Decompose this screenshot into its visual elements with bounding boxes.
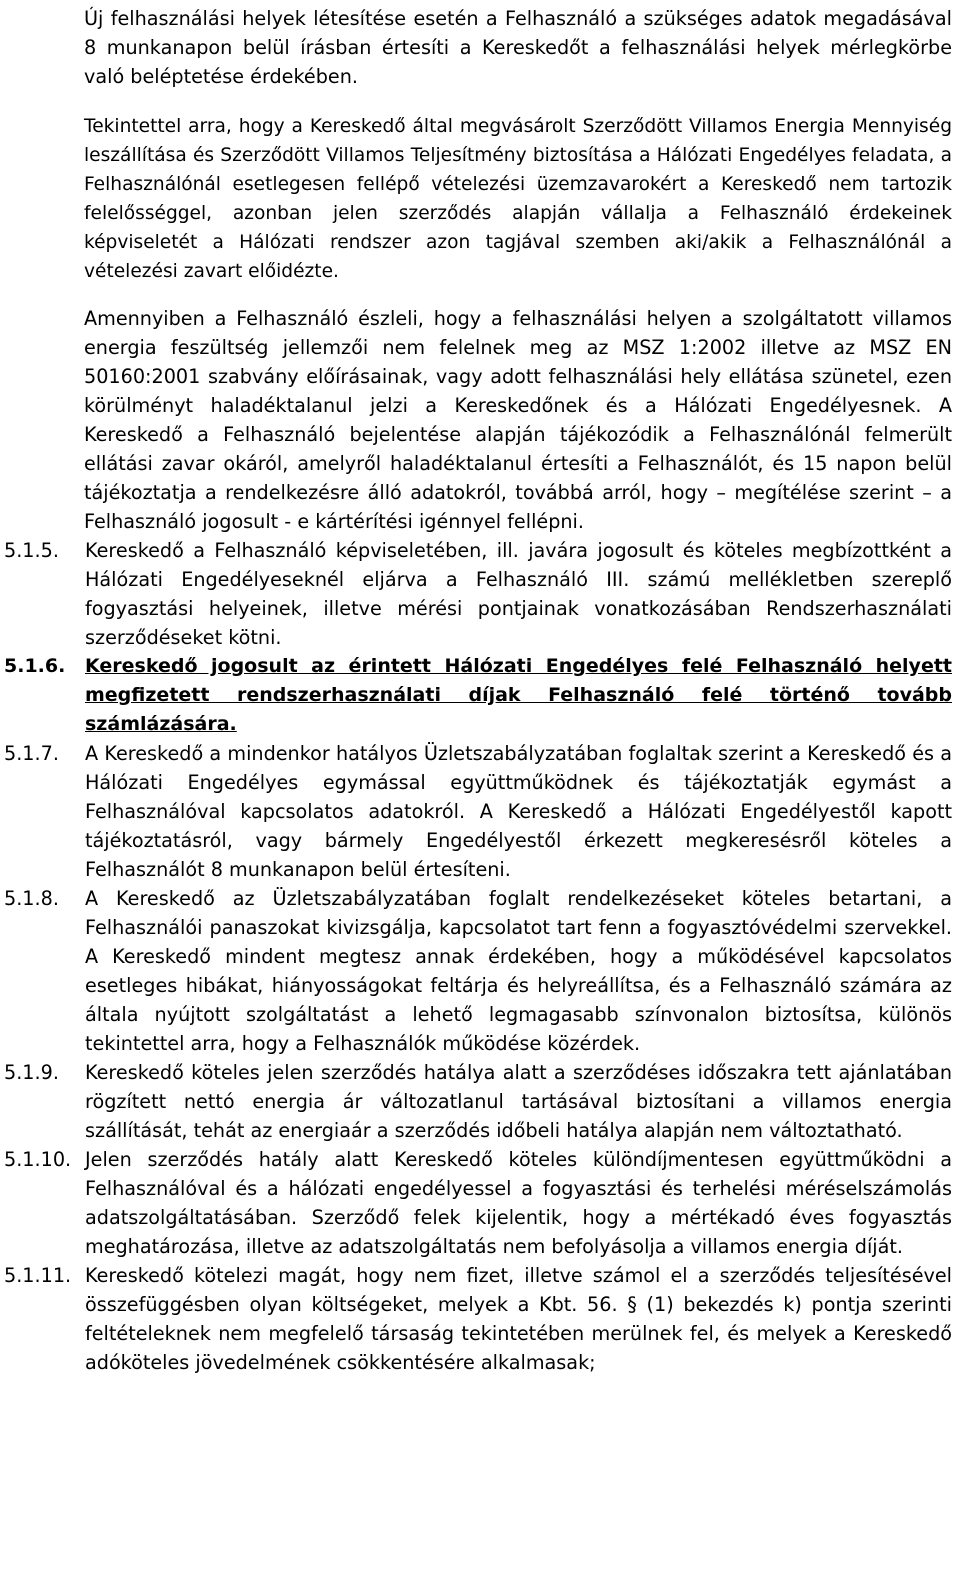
clause-5-1-10 <box>4 1145 952 1261</box>
clause-5-1-7 <box>4 739 952 884</box>
clause-number: 5.1.5. <box>4 539 59 562</box>
clause-number: 5.1.7. <box>4 742 59 765</box>
clause-number: 5.1.6. <box>4 655 66 677</box>
clause-5-1-11 <box>4 1261 952 1377</box>
paragraph-outage-liability: Tekintettel arra, hogy a Kereskedő által megvásárolt Szerződött Villamos Energia Mennyiség leszállítása és Szerződött Villamos Teljesítmény biztosítása a Hálózati Engedélyes feladata, a Felhasználónál esetlegesen fellépő vételezési üzemzavarokért a Kereskedő nem tartozik felelősséggel, azonban jelen szerződés alapján vállalja a Felhasználó érdekeinek képviseletét a Hálózati rendszer azon tagjával szemben aki/akik a Felhasználónál a vételezési zavart előidézte. <box>84 116 952 282</box>
clause-5-1-5 <box>4 536 952 652</box>
clause-number: 5.1.9. <box>4 1061 59 1084</box>
clause-5-1-6 <box>4 652 952 739</box>
clause-number: 5.1.11. <box>4 1264 72 1287</box>
clause-number: 5.1.10. <box>4 1148 72 1171</box>
clause-text: Kereskedő a Felhasználó képviseletében, ill. javára jogosult és köteles megbízottként a Hálózati Engedélyeseknél eljárva a Felhasználó III. számú mellékletben szereplő fogyasztási helyeinek, illetve mérési pontjainak vonatkozásában Rendszerhasználati szerződéseket kötni. <box>85 539 952 649</box>
clause-text: A Kereskedő a mindenkor hatályos Üzletszabályzatában foglaltak szerint a Kereskedő és a Hálózati Engedélyes egymással együttműködnek és tájékoztatják egymást a Felhasználóval kapcsolatos adatokról. A Kereskedő a Hálózati Engedélyestől kapott tájékoztatásról, vagy bármely Engedélyestől érkezett megkeresésről köteles a Felhasználót 8 munkanapon belül értesíteni. <box>85 742 952 881</box>
clause-number: 5.1.8. <box>4 887 59 910</box>
clause-text: Jelen szerződés hatály alatt Kereskedő köteles különdíjmentesen együttműködni a Felhasználóval és a hálózati engedélyessel a fogyasztási és terhelési méréselszámolás adatszolgáltatásában. Szerződő felek kijelentik, hogy a mértékadó éves fogyasztás meghatározása, illetve az adatszolgáltatás nem befolyásolja a villamos energia díját. <box>85 1148 952 1258</box>
clause-text: A Kereskedő az Üzletszabályzatában foglalt rendelkezéseket köteles betartani, a Felhasználói panaszokat kivizsgálja, kapcsolatot tart fenn a fogyasztóvédelmi szervekkel. A Kereskedő mindent megtesz annak érdekében, hogy a működésével kapcsolatos esetleges hibákat, hiányosságokat feltárja és helyreállítsa, és a Felhasználó számára az általa nyújtott szolgáltatást a lehető legmagasabb színvonalon biztosítsa, különös tekintettel arra, hogy a Felhasználók működése közérdek. <box>85 887 952 1055</box>
clause-text: Kereskedő jogosult az érintett Hálózati Engedélyes felé Felhasználó helyett megfizetett rendszerhasználati díjak Felhasználó felé történő tovább számlázására. <box>85 655 952 735</box>
clause-5-1-9 <box>4 1058 952 1145</box>
paragraph-new-consumption-sites: Új felhasználási helyek létesítése esetén a Felhasználó a szükséges adatok megadásával 8 munkanapon belül írásban értesíti a Kereskedőt a felhasználási helyek mérlegkörbe való beléptetése érdekében. <box>84 7 952 88</box>
clause-5-1-8 <box>4 884 952 1058</box>
clause-text: Kereskedő kötelezi magát, hogy nem fizet, illetve számol el a szerződés teljesítésével összefüggésben olyan költségeket, melyek a Kbt. 56. § (1) bekezdés k) pontja szerinti feltételeknek nem megfelelő társaság tekintetében merülnek fel, és melyek a Kereskedő adóköteles jövedelmének csökkentésére alkalmasak; <box>85 1264 952 1374</box>
clause-text: Kereskedő köteles jelen szerződés hatálya alatt a szerződéses időszakra tett ajánlatában rögzített nettó energia ár változatlanul tartásával biztosítani a villamos energia szállítását, tehát az energiaár a szerződés időbeli hatálya alapján nem változtatható. <box>85 1061 952 1142</box>
paragraph-voltage-quality: Amennyiben a Felhasználó észleli, hogy a felhasználási helyen a szolgáltatott villamos energia feszültség jellemzői nem felelnek meg az MSZ 1:2002 illetve az MSZ EN 50160:2001 szabvány előírásainak, vagy adott felhasználási hely ellátása szünetel, ezen körülményt haladéktalanul jelzi a Kereskedőnek és a Hálózati Engedélyesnek. A Kereskedő a Felhasználó bejelentése alapján tájékozódik a Felhasználónál felmerült ellátási zavar okáról, amelyről haladéktalanul értesíti a Felhasználót, és 15 napon belül tájékoztatja a rendelkezésre álló adatokról, továbbá arról, hogy – megítélése szerint – a Felhasználó jogosult - e kártérítési igénnyel fellépni. <box>84 307 952 533</box>
